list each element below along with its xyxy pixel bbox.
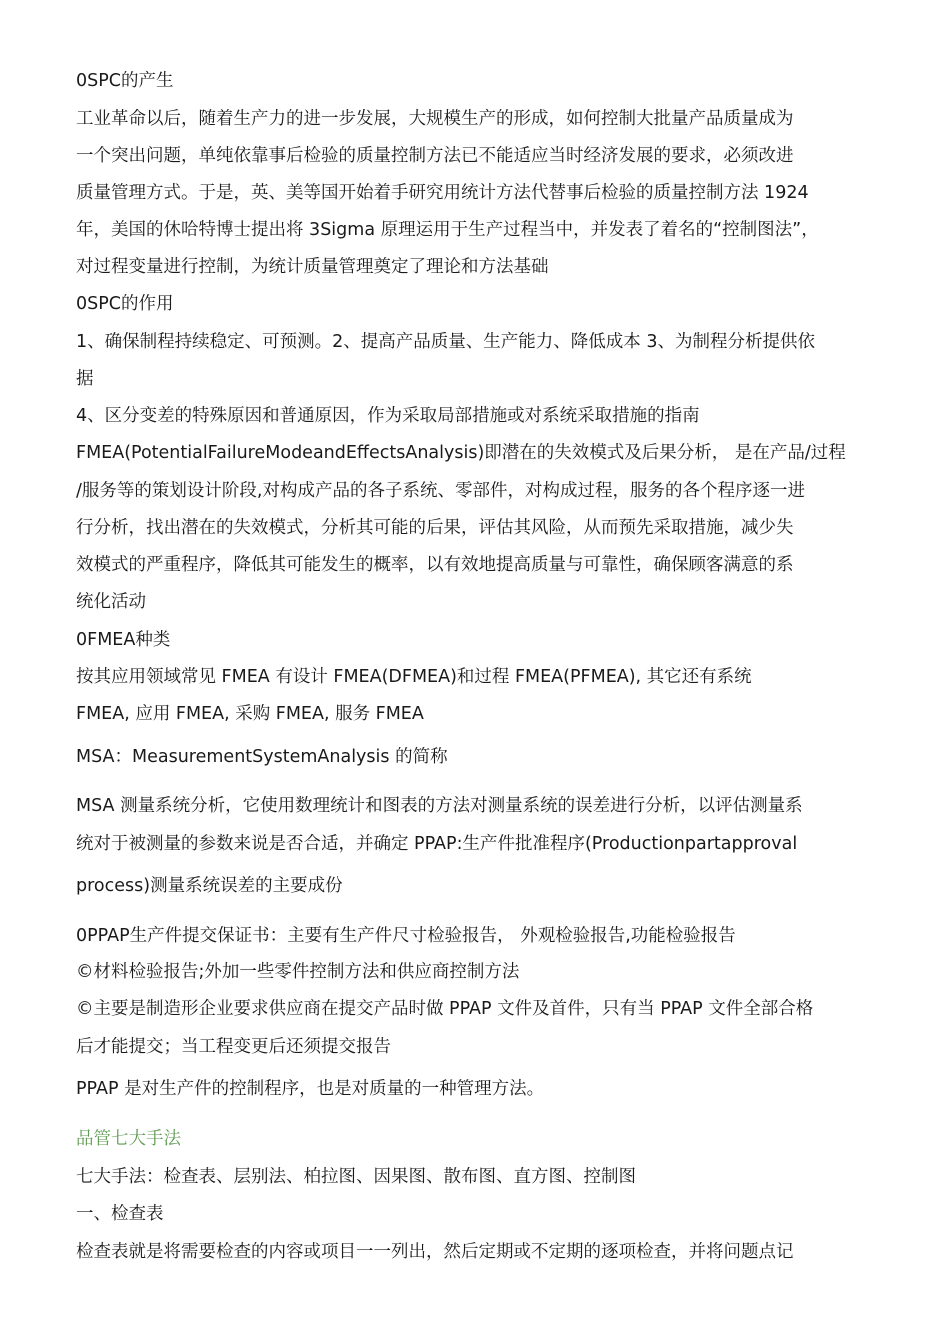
paragraph-line: 统化活动 bbox=[76, 592, 146, 612]
paragraph-line: ©主要是制造形企业要求供应商在提交产品时做 PPAP 文件及首件，只有当 PPAP 文件全部合格 bbox=[76, 999, 814, 1019]
paragraph-line: 按其应用领域常见 FMEA 有设计 FMEA(DFMEA)和过程 FMEA(PFMEA), 其它还有系统 bbox=[76, 667, 752, 687]
paragraph-line: FMEA(PotentialFailureModeandEffectsAnalysis)即潜在的失效模式及后果分析， 是在产品/过程 bbox=[76, 443, 846, 463]
paragraph-line: process)测量系统误差的主要成份 bbox=[76, 876, 343, 896]
paragraph-line: 对过程变量进行控制，为统计质量管理奠定了理论和方法基础 bbox=[76, 257, 549, 277]
paragraph-line: /服务等的策划设计阶段,对构成产品的各子系统、零部件，对构成过程，服务的各个程序逐一进 bbox=[76, 481, 805, 501]
paragraph-line: FMEA, 应用 FMEA, 采购 FMEA, 服务 FMEA bbox=[76, 704, 424, 724]
heading-fmea-types: 0FMEA种类 bbox=[76, 630, 171, 650]
paragraph-line: 1、确保制程持续稳定、可预测。2、提高产品质量、生产能力、降低成本 3、为制程分析提供依 bbox=[76, 332, 815, 352]
paragraph-line: PPAP 是对生产件的控制程序，也是对质量的一种管理方法。 bbox=[76, 1079, 545, 1099]
paragraph-line: 工业革命以后，随着生产力的进一步发展，大规模生产的形成，如何控制大批量产品质量成为 bbox=[76, 109, 794, 129]
subheading-check-sheet: 一、检查表 bbox=[76, 1204, 164, 1224]
paragraph-line: 4、区分变差的特殊原因和普通原因，作为采取局部措施或对系统采取措施的指南 bbox=[76, 406, 700, 426]
section-heading-seven-tools: 品管七大手法 bbox=[76, 1129, 181, 1149]
paragraph-line: 七大手法：检查表、层别法、柏拉图、因果图、散布图、直方图、控制图 bbox=[76, 1167, 636, 1187]
heading-spc-role: 0SPC的作用 bbox=[76, 294, 174, 314]
paragraph-line: 统对于被测量的参数来说是否合适，并确定 PPAP:生产件批准程序(Productionpartapproval bbox=[76, 834, 798, 854]
paragraph-line: 年，美国的休哈特博士提出将 3Sigma 原理运用于生产过程当中，并发表了着名的“控制图法”， bbox=[76, 220, 819, 240]
paragraph-line: 检查表就是将需要检查的内容或项目一一列出，然后定期或不定期的逐项检查，并将问题点记 bbox=[76, 1242, 794, 1262]
paragraph-line: 效模式的严重程序，降低其可能发生的概率，以有效地提高质量与可靠性，确保顾客满意的系 bbox=[76, 555, 794, 575]
paragraph-line: MSA 测量系统分析，它使用数理统计和图表的方法对测量系统的误差进行分析，以评估测量系 bbox=[76, 796, 803, 816]
heading-ppap: 0PPAP生产件提交保证书：主要有生产件尺寸检验报告， 外观检验报告,功能检验报告 bbox=[76, 926, 736, 946]
paragraph-line: 据 bbox=[76, 369, 94, 389]
heading-spc-origin: 0SPC的产生 bbox=[76, 71, 174, 91]
paragraph-line: MSA：MeasurementSystemAnalysis 的简称 bbox=[76, 747, 448, 767]
paragraph-line: 一个突出问题，单纯依靠事后检验的质量控制方法已不能适应当时经济发展的要求，必须改进 bbox=[76, 146, 794, 166]
paragraph-line: 行分析，找出潜在的失效模式，分析其可能的后果，评估其风险，从而预先采取措施，减少失 bbox=[76, 518, 794, 538]
paragraph-line: 后才能提交；当工程变更后还须提交报告 bbox=[76, 1037, 391, 1057]
paragraph-line: 质量管理方式。于是，英、美等国开始着手研究用统计方法代替事后检验的质量控制方法 1924 bbox=[76, 183, 809, 203]
paragraph-line: ©材料检验报告;外加一些零件控制方法和供应商控制方法 bbox=[76, 962, 520, 982]
